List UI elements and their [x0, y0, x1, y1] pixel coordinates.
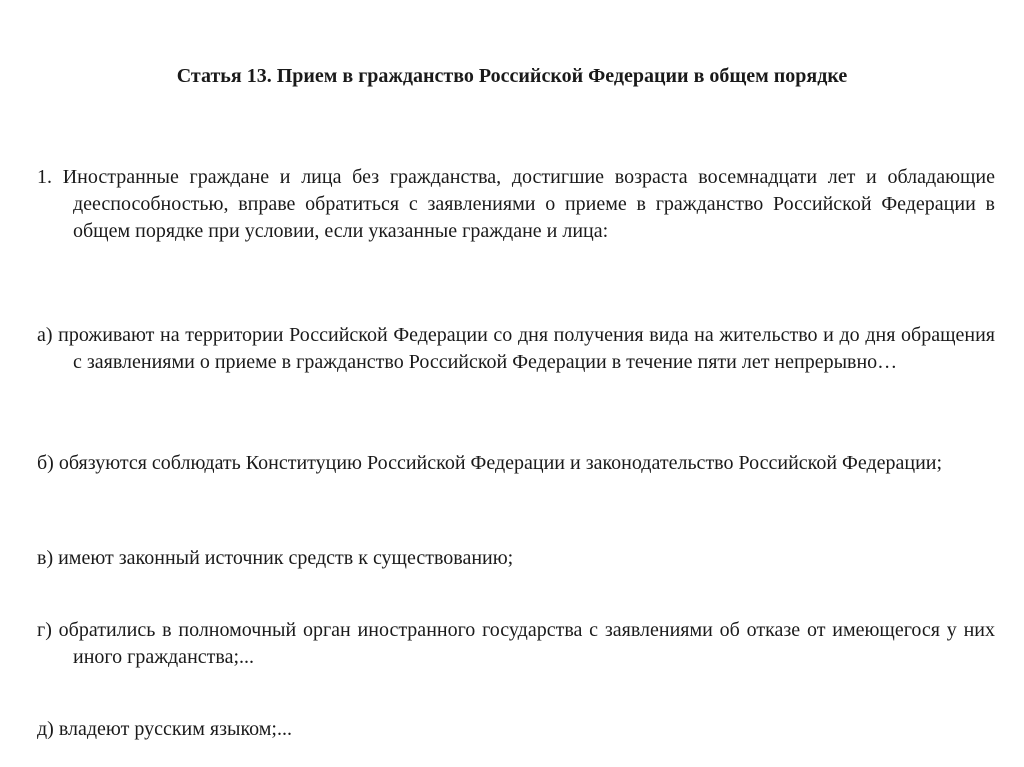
article-title: Статья 13. Прием в гражданство Российской Федерации в общем порядке	[176, 65, 848, 87]
paragraph-g-renounce: г) обратились в полномочный орган иностранного государства с заявлениями об отказе от имеющегося у них иного гражданства;...	[37, 619, 995, 668]
paragraph-d-language: д) владеют русским языком;...	[37, 718, 292, 740]
paragraph-v-income: в) имеют законный источник средств к существованию;	[37, 547, 514, 569]
paragraph-1-intro: 1. Иностранные граждане и лица без гражданства, достигшие возраста восемнадцати лет и обладающие дееспособностью, вправе обратиться с заявлениями о приеме в гражданство Российской Федерации в общем порядке при условии, если указанные граждане и лица:	[37, 166, 995, 242]
paragraph-b-constitution: б) обязуются соблюдать Конституцию Российской Федерации и законодательство Российской Федерации;	[37, 452, 943, 474]
paragraph-a-residence: а) проживают на территории Российской Федерации со дня получения вида на жительство и до дня обращения с заявлениями о приеме в гражданство Российской Федерации в течение пяти лет непрерывно…	[37, 324, 995, 373]
